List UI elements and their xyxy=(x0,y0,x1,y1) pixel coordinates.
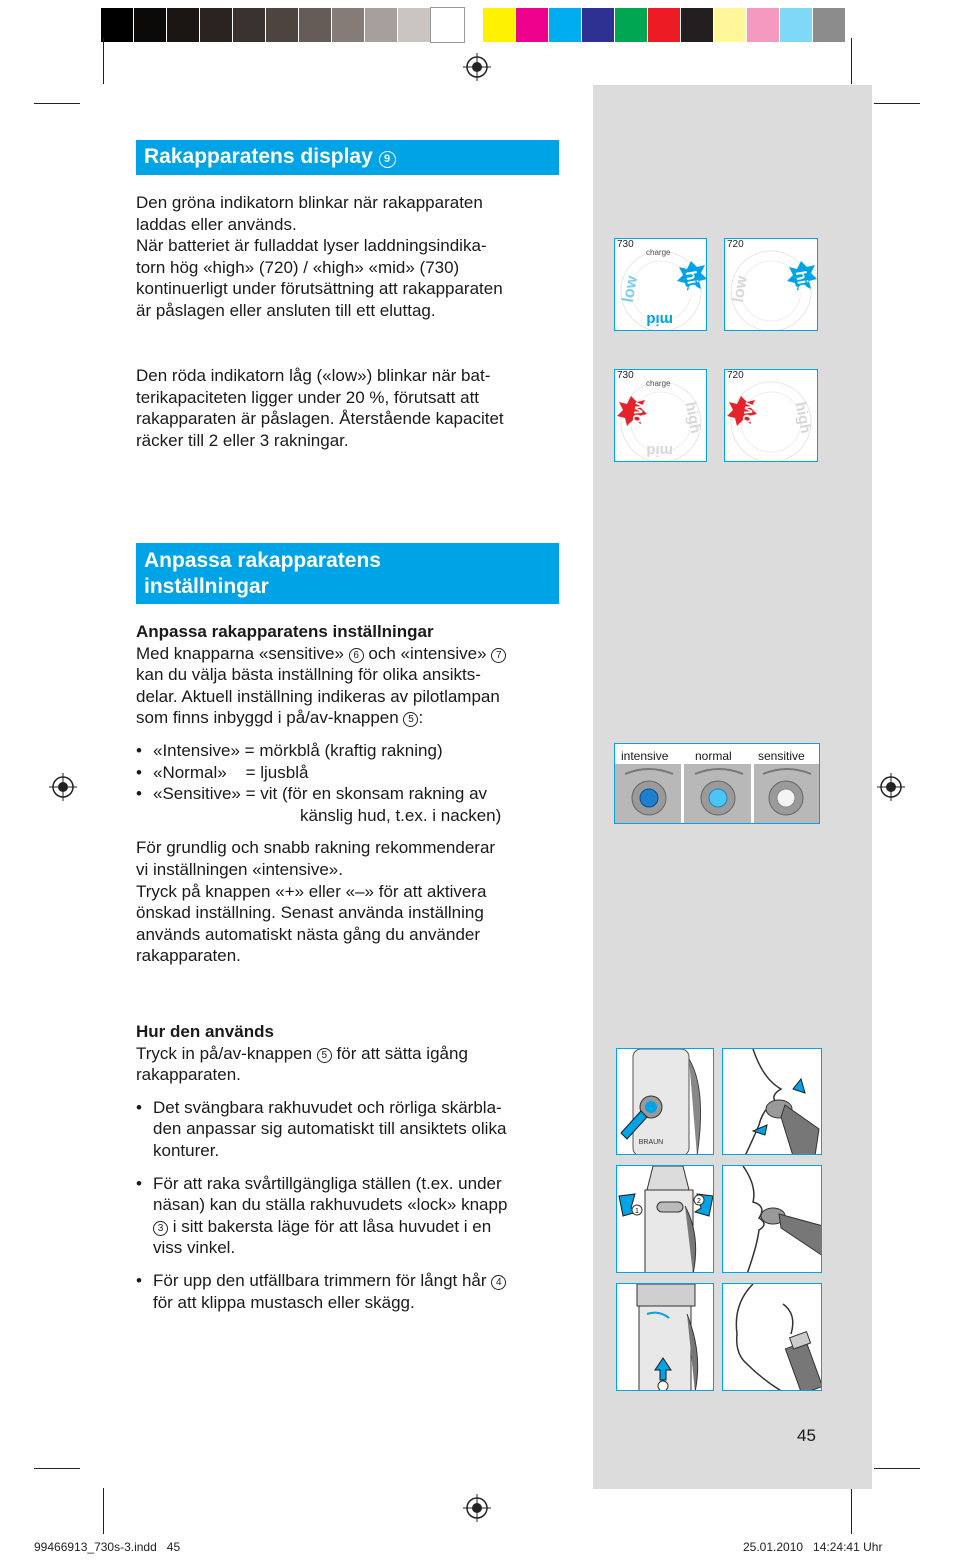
color-swatch xyxy=(516,8,549,42)
usage-figure-swivel-head xyxy=(722,1048,822,1155)
color-swatch xyxy=(332,8,365,42)
usage-figure-under-nose xyxy=(722,1165,822,1273)
crop-mark xyxy=(34,1468,80,1469)
page-number: 45 xyxy=(797,1426,816,1445)
text-line xyxy=(136,1043,566,1065)
charge-label: charge xyxy=(646,248,671,257)
registration-mark-icon xyxy=(49,773,77,801)
shaver-trimmer-icon xyxy=(617,1284,714,1391)
bullet-item: • «Sensitive» = vit (för en skonsam rakning av xyxy=(136,783,566,805)
text-span: som finns inbyggd i på/av-knappen xyxy=(136,708,399,728)
text-line xyxy=(136,707,566,729)
bullet-continuation xyxy=(136,1216,566,1238)
color-calibration-bar-colors xyxy=(483,8,846,42)
text-line: rakapparaten. xyxy=(136,946,241,966)
text-line: räcker till 2 eller 3 rakningar. xyxy=(136,430,349,450)
display-paragraph-2 xyxy=(136,365,566,451)
bullet-continuation: näsan) kan du ställa rakhuvudets «lock» knapp xyxy=(153,1195,508,1215)
footer-timestamp: 25.01.2010 14:24:41 Uhr xyxy=(743,1540,883,1554)
color-swatch xyxy=(167,8,200,42)
model-label: 730 xyxy=(617,370,634,381)
color-swatch xyxy=(582,8,615,42)
low-label: low xyxy=(619,274,642,304)
text-span: Med knapparna «sensitive» xyxy=(136,643,344,663)
high-label: high xyxy=(791,400,814,435)
text-span: och «intensive» xyxy=(368,643,487,663)
power-button-lights-icon xyxy=(615,764,820,824)
section-heading-display xyxy=(136,140,559,175)
subheading: Anpassa rakapparatens inställningar xyxy=(136,622,434,641)
bullet-continuation: den anpassar sig automatiskt till ansiktets olika xyxy=(153,1119,507,1139)
color-swatch xyxy=(266,8,299,42)
crop-mark xyxy=(851,1488,852,1534)
text-line: Den gröna indikatorn blinkar när rakapparaten xyxy=(136,193,483,212)
text-line: delar. Aktuell inställning indikeras av pilotlampan xyxy=(136,686,500,706)
shaver-power-button-icon xyxy=(617,1049,714,1155)
bullet-continuation: viss vinkel. xyxy=(153,1238,236,1258)
color-swatch xyxy=(780,8,813,42)
shaver-lock-icon xyxy=(617,1166,714,1273)
high-label: high xyxy=(681,400,704,435)
bullet-item xyxy=(136,1270,566,1292)
bullet-item: • «Normal» = ljusblå xyxy=(136,762,566,784)
registration-mark-icon xyxy=(877,773,905,801)
high-label: high xyxy=(681,269,704,304)
step-number: 2 xyxy=(697,1198,701,1205)
crop-mark xyxy=(874,103,920,104)
ref-number-icon: 7 xyxy=(491,648,506,663)
text-line: används automatiskt nästa gång du använder xyxy=(136,924,481,944)
color-swatch xyxy=(747,8,780,42)
display-figure-730-low xyxy=(614,369,707,462)
text-line: rakapparaten är påslagen. Återstående kapacitet xyxy=(136,409,504,429)
mid-label: mid xyxy=(646,442,673,459)
low-label: low xyxy=(626,401,648,429)
section-heading-settings xyxy=(136,543,559,604)
color-swatch xyxy=(681,8,714,42)
text-line: vi inställningen «intensive». xyxy=(136,859,343,879)
display-dial-icon xyxy=(615,239,707,331)
charge-label: charge xyxy=(646,379,671,388)
ref-number-icon: 6 xyxy=(349,648,364,663)
model-label: 730 xyxy=(617,239,634,250)
display-paragraph-1 xyxy=(136,192,566,322)
color-swatch xyxy=(134,8,167,42)
usage-figure-power-on xyxy=(616,1048,714,1155)
mode-label-sensitive: sensitive xyxy=(758,749,805,763)
face-shaving-icon xyxy=(723,1049,822,1155)
color-calibration-bar-greys xyxy=(101,8,464,42)
mode-label-normal: normal xyxy=(695,749,732,763)
face-under-nose-icon xyxy=(723,1166,822,1273)
mode-label-intensive: intensive xyxy=(621,749,669,763)
color-swatch xyxy=(813,8,846,42)
ref-number-icon: 9 xyxy=(379,151,396,168)
brand-label: BRAUN xyxy=(638,1139,664,1146)
text-line: laddas eller används. xyxy=(136,214,297,234)
text-line: Den röda indikatorn låg («low») blinkar när bat- xyxy=(136,366,491,385)
high-label: high xyxy=(791,269,814,304)
mid-label: mid xyxy=(646,311,673,328)
color-swatch xyxy=(398,8,431,42)
text-span: för att sätta igång xyxy=(336,1043,468,1063)
color-swatch xyxy=(365,8,398,42)
model-label: 720 xyxy=(727,370,744,381)
face-sideburn-icon xyxy=(723,1284,822,1391)
text-span: i sitt bakersta läge för att låsa huvudet i en xyxy=(172,1216,492,1236)
display-figure-720-charged xyxy=(724,238,818,331)
heading-text: Anpassa rakapparatens xyxy=(144,549,381,572)
registration-mark-icon xyxy=(463,53,491,81)
display-figure-730-charged xyxy=(614,238,707,331)
text-line: kontinuerligt under förutsättning att rakapparaten xyxy=(136,279,503,299)
step-number: 1 xyxy=(635,1208,639,1215)
crop-mark xyxy=(851,38,852,84)
settings-text xyxy=(136,621,566,967)
text-span: För upp den utfällbara trimmern för långt hår xyxy=(153,1270,487,1290)
text-line xyxy=(136,643,566,665)
color-swatch xyxy=(615,8,648,42)
display-dial-icon xyxy=(615,370,707,462)
text-line: torn hög «high» (720) / «high» «mid» (730) xyxy=(136,257,460,277)
usage-figure-lock-head xyxy=(616,1165,714,1273)
subheading: Hur den används xyxy=(136,1022,274,1041)
crop-mark xyxy=(103,38,104,84)
color-swatch xyxy=(714,8,747,42)
bullet-item: • För att raka svårtillgängliga ställen (t.ex. under xyxy=(136,1173,566,1195)
text-line: Tryck på knappen «+» eller «–» för att aktivera xyxy=(136,881,487,901)
color-swatch xyxy=(549,8,582,42)
low-label: low xyxy=(736,401,758,429)
text-line: är påslagen eller ansluten till ett eluttag. xyxy=(136,300,436,320)
model-label: 720 xyxy=(727,239,744,250)
text-line: När batteriet är fulladdat lyser laddningsindika- xyxy=(136,236,487,256)
color-swatch xyxy=(483,8,516,42)
mode-buttons-figure xyxy=(614,743,820,824)
usage-figure-sideburn xyxy=(722,1283,822,1391)
color-swatch xyxy=(648,8,681,42)
bullet-continuation: konturer. xyxy=(153,1140,220,1160)
color-swatch xyxy=(299,8,332,42)
crop-mark xyxy=(34,103,80,104)
crop-mark xyxy=(874,1468,920,1469)
text-line: önskad inställning. Senast använda inställning xyxy=(136,903,484,923)
bullet-continuation: för att klippa mustasch eller skägg. xyxy=(153,1292,415,1312)
ref-number-icon: 5 xyxy=(317,1048,332,1063)
display-dial-icon xyxy=(725,370,818,462)
text-span: Tryck in på/av-knappen xyxy=(136,1043,313,1063)
color-swatch xyxy=(101,8,134,42)
color-swatch xyxy=(200,8,233,42)
footer-file: 99466913_730s-3.indd 45 xyxy=(34,1540,181,1554)
display-figure-720-low xyxy=(724,369,818,462)
text-line: terikapaciteten ligger under 20 %, förutsatt att xyxy=(136,387,480,407)
ref-number-icon: 4 xyxy=(491,1275,506,1290)
low-label: low xyxy=(729,274,752,304)
ref-number-icon: 3 xyxy=(153,1221,168,1236)
text-line: kan du välja bästa inställning för olika ansikts- xyxy=(136,665,481,685)
usage-figure-trimmer xyxy=(616,1283,714,1391)
crop-mark xyxy=(103,1488,104,1534)
bullet-item: • Det svängbara rakhuvudet och rörliga skärbla- xyxy=(136,1097,566,1119)
color-swatch xyxy=(233,8,266,42)
registration-mark-icon xyxy=(463,1494,491,1522)
usage-text xyxy=(136,1021,566,1313)
heading-text: inställningar xyxy=(144,575,269,598)
text-span: : xyxy=(418,708,424,728)
color-swatch xyxy=(431,8,464,42)
display-dial-icon xyxy=(725,239,818,331)
bullet-item: • «Intensive» = mörkblå (kraftig rakning) xyxy=(136,740,566,762)
bullet-continuation: känslig hud, t.ex. i nacken) xyxy=(300,805,502,825)
text-line: rakapparaten. xyxy=(136,1065,241,1085)
heading-text: Rakapparatens display xyxy=(144,145,373,168)
ref-number-icon: 5 xyxy=(403,712,418,727)
text-line: För grundlig och snabb rakning rekommenderar xyxy=(136,838,496,858)
